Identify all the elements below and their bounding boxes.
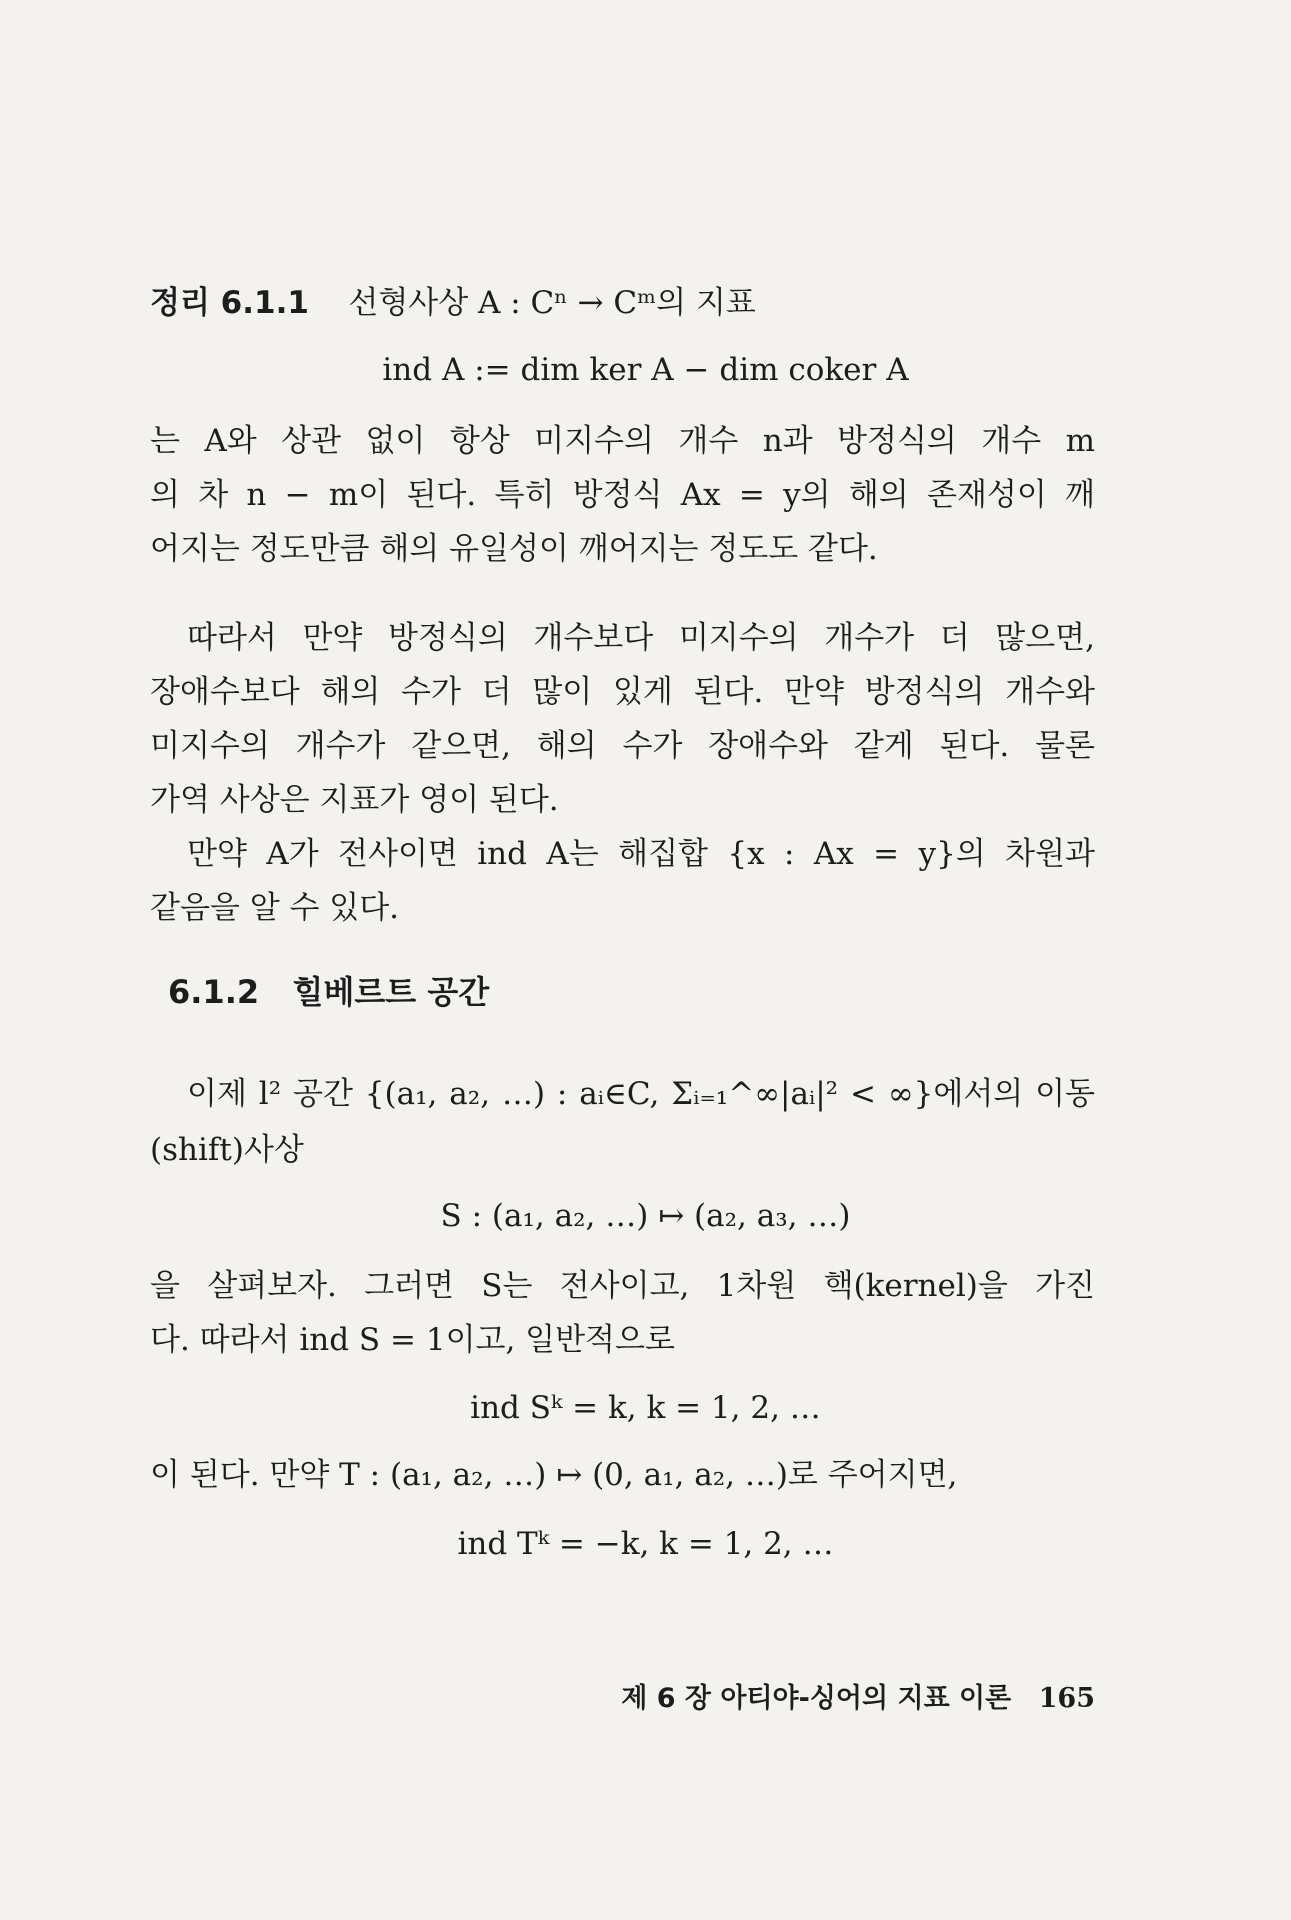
formula-index-shift-power: ind Sᵏ = k, k = 1, 2, … [470,1390,821,1426]
paragraph-line: 만약 A가 전사이면 ind A는 해집합 {x : Ax = y}의 차원과 [187,836,1095,872]
paragraph-line: 같음을 알 수 있다. [150,890,400,926]
theorem-title: 선형사상 A : Cⁿ → Cᵐ의 지표 [348,285,756,321]
paragraph-line: 장애수보다 해의 수가 더 많이 있게 된다. 만약 방정식의 개수와 [150,674,1095,710]
theorem-text-line: 어지는 정도만큼 해의 유일성이 깨어지는 정도도 같다. [150,531,878,567]
paragraph-line: 따라서 만약 방정식의 개수보다 미지수의 개수가 더 많으면, [187,620,1095,656]
formula-index-definition: ind A := dim ker A − dim coker A [382,352,909,388]
paragraph-line: 가역 사상은 지표가 영이 된다. [150,782,559,818]
paragraph-line: (shift)사상 [150,1132,304,1168]
section-heading [168,972,1113,1012]
paragraph-line: 미지수의 개수가 같으면, 해의 수가 장애수와 같게 된다. 물론 [150,728,1095,764]
theorem-text-line: 는 A와 상관 없이 항상 미지수의 개수 n과 방정식의 개수 m [150,423,1095,459]
paragraph-line: 다. 따라서 ind S = 1이고, 일반적으로 [150,1322,675,1358]
paragraph-line: 이 된다. 만약 T : (a₁, a₂, …) ↦ (0, a₁, a₂, …)로 주어지면, [150,1457,958,1493]
page-footer [621,1682,1095,1716]
theorem-heading [150,283,1095,323]
page-number: 165 [1038,1683,1095,1714]
chapter-title: 제 6 장 아티야-싱어의 지표 이론 [621,1683,1012,1714]
section-title: 힐베르트 공간 [292,973,490,1011]
formula-shift-map: S : (a₁, a₂, …) ↦ (a₂, a₃, …) [440,1198,851,1234]
formula-index-T-power: ind Tᵏ = −k, k = 1, 2, … [457,1526,834,1562]
theorem-label: 정리 6.1.1 [150,285,309,321]
section-number: 6.1.2 [168,973,260,1011]
paragraph-line: 을 살펴보자. 그러면 S는 전사이고, 1차원 핵(kernel)을 가진 [150,1268,1095,1304]
theorem-text-line: 의 차 n − m이 된다. 특히 방정식 Ax = y의 해의 존재성이 깨 [150,477,1095,513]
paragraph-line: 이제 l² 공간 {(a₁, a₂, …) : aᵢ∈C, Σᵢ₌₁^∞|aᵢ|² < ∞}에서의 이동 [187,1076,1095,1112]
